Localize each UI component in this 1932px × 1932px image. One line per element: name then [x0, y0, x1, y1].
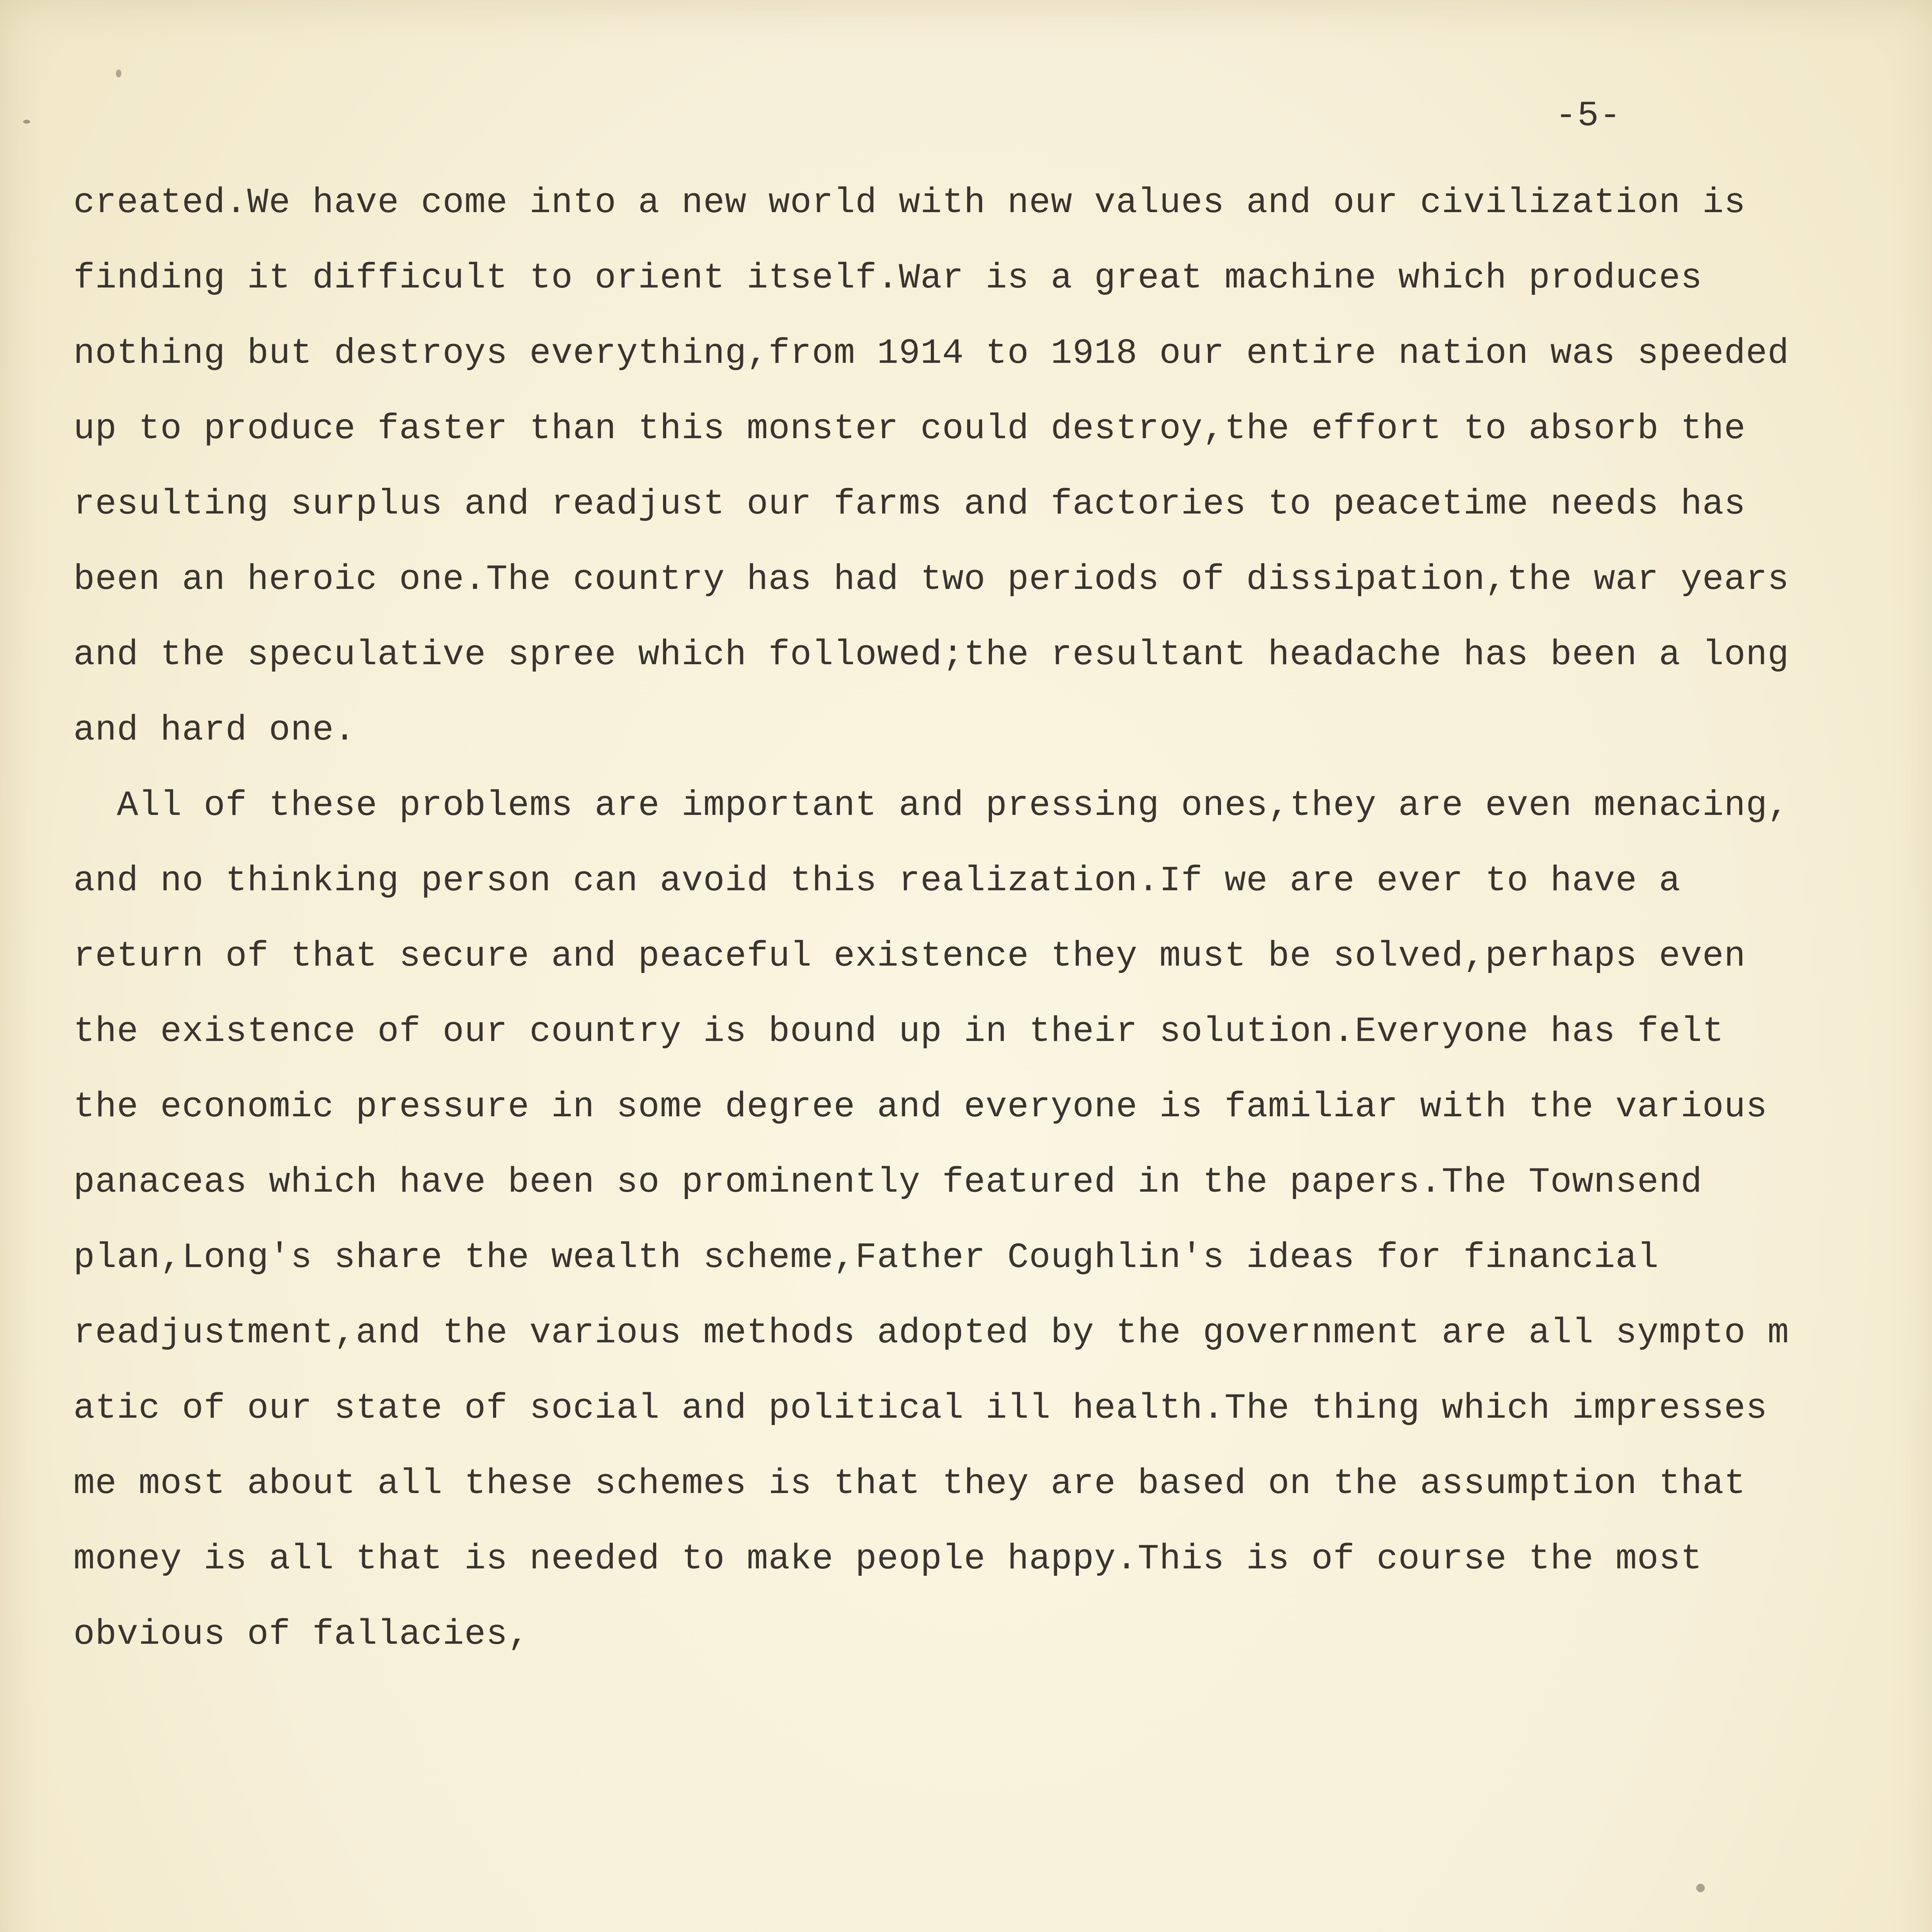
page-number: -5- — [1555, 95, 1622, 136]
ink-speck — [116, 70, 121, 77]
text-line: and no thinking person can avoid this realization.If we are ever to have a — [73, 861, 1681, 901]
text-line: panaceas which have been so prominently featured in the papers.The Townsend — [73, 1162, 1702, 1202]
text-line: obvious of fallacies, — [73, 1614, 530, 1655]
text-line: atic of our state of social and political ill health.The thing which impresses — [73, 1388, 1768, 1429]
text-line: the economic pressure in some degree and everyone is familiar with the various — [73, 1087, 1768, 1127]
text-line: All of these problems are important and pressing ones,they are even menacing, — [73, 785, 1789, 826]
text-line: and hard one. — [73, 710, 356, 750]
text-line: readjustment,and the various methods adopted by the government are all sympto m — [73, 1313, 1789, 1353]
ink-speck — [1696, 1884, 1705, 1892]
text-line: resulting surplus and readjust our farms and factories to peacetime needs has — [73, 484, 1746, 524]
text-line: finding it difficult to orient itself.War is a great machine which produces — [73, 258, 1702, 298]
text-line: the existence of our country is bound up in their solution.Everyone has felt — [73, 1011, 1724, 1052]
text-line: money is all that is needed to make people happy.This is of course the most — [73, 1539, 1702, 1579]
text-line: plan,Long's share the wealth scheme,Father Coughlin's ideas for financial — [73, 1237, 1659, 1278]
text-line: nothing but destroys everything,from 1914 to 1918 our entire nation was speeded — [73, 333, 1789, 374]
text-line: return of that secure and peaceful existence they must be solved,perhaps even — [73, 936, 1746, 976]
ink-speck — [23, 120, 30, 124]
text-line: and the speculative spree which followed;the resultant headache has been a long — [73, 634, 1789, 675]
text-line: created.We have come into a new world with new values and our civilization is — [73, 182, 1746, 223]
text-line: me most about all these schemes is that they are based on the assumption that — [73, 1463, 1746, 1504]
text-line: been an heroic one.The country has had two periods of dissipation,the war years — [73, 559, 1789, 600]
text-line: up to produce faster than this monster could destroy,the effort to absorb the — [73, 408, 1746, 449]
